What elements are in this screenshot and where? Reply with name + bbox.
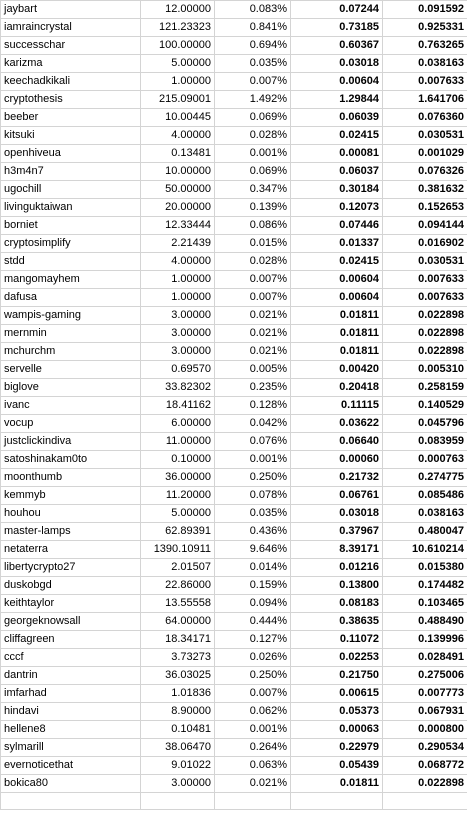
- cell-value-a[interactable]: 0.07446: [291, 217, 383, 235]
- table-row: [1, 271, 467, 289]
- cell-share[interactable]: 0.444%: [215, 613, 291, 631]
- cell-amount[interactable]: 50.00000: [141, 181, 215, 199]
- cell-amount[interactable]: 18.34171: [141, 631, 215, 649]
- cell-value-b[interactable]: 0.007633: [383, 271, 467, 289]
- cell-amount[interactable]: 5.00000: [141, 55, 215, 73]
- cell-value-b[interactable]: 0.480047: [383, 523, 467, 541]
- cell-value-b[interactable]: 0.083959: [383, 433, 467, 451]
- cell-account[interactable]: mchurchm: [1, 343, 141, 361]
- table-row: [1, 757, 467, 775]
- cell-account[interactable]: dantrin: [1, 667, 141, 685]
- table-row: [1, 127, 467, 145]
- cell-amount[interactable]: 2.01507: [141, 559, 215, 577]
- cell-value-b[interactable]: 0.274775: [383, 469, 467, 487]
- cell-account[interactable]: cliffagreen: [1, 631, 141, 649]
- cell-amount[interactable]: 3.00000: [141, 775, 215, 793]
- cell-share[interactable]: 0.028%: [215, 127, 291, 145]
- cell-value-b[interactable]: 0.038163: [383, 55, 467, 73]
- cell-account[interactable]: imfarhad: [1, 685, 141, 703]
- cell-value-a[interactable]: 0.01811: [291, 775, 383, 793]
- cell-value-b[interactable]: 0.258159: [383, 379, 467, 397]
- cell-amount[interactable]: 0.69570: [141, 361, 215, 379]
- cell-value-b[interactable]: 0.091592: [383, 1, 467, 19]
- cell-amount[interactable]: 11.00000: [141, 433, 215, 451]
- table-row: [1, 235, 467, 253]
- cell-account[interactable]: kemmyb: [1, 487, 141, 505]
- table-row: [1, 721, 467, 739]
- table-row: [1, 433, 467, 451]
- cell-amount[interactable]: 4.00000: [141, 253, 215, 271]
- cell-amount[interactable]: 9.01022: [141, 757, 215, 775]
- table-row: [1, 1, 467, 19]
- cell-share[interactable]: 9.646%: [215, 541, 291, 559]
- cell-amount[interactable]: 12.00000: [141, 1, 215, 19]
- cell-share[interactable]: 1.492%: [215, 91, 291, 109]
- cell-value-b[interactable]: 0.139996: [383, 631, 467, 649]
- cell-value-a[interactable]: 0.06640: [291, 433, 383, 451]
- cell-value-b[interactable]: 0.015380: [383, 559, 467, 577]
- cell-value-b[interactable]: 0.140529: [383, 397, 467, 415]
- cell-amount[interactable]: 10.00000: [141, 163, 215, 181]
- cell-value-b[interactable]: 0.488490: [383, 613, 467, 631]
- cell-value-a[interactable]: 0.12073: [291, 199, 383, 217]
- cell-amount[interactable]: 121.23323: [141, 19, 215, 37]
- cell-account[interactable]: stdd: [1, 253, 141, 271]
- cell-account[interactable]: borniet: [1, 217, 141, 235]
- cell-share[interactable]: 0.083%: [215, 1, 291, 19]
- cell-share[interactable]: 0.078%: [215, 487, 291, 505]
- table-row: [1, 541, 467, 559]
- cell-amount[interactable]: 10.00445: [141, 109, 215, 127]
- cell-amount[interactable]: 0.10481: [141, 721, 215, 739]
- cell-value-a[interactable]: 0.13800: [291, 577, 383, 595]
- cell-value-a[interactable]: 0.60367: [291, 37, 383, 55]
- cell-value-b[interactable]: 0.068772: [383, 757, 467, 775]
- cell-value-b[interactable]: 0.094144: [383, 217, 467, 235]
- table-row: [1, 181, 467, 199]
- cell-value-b[interactable]: 0.085486: [383, 487, 467, 505]
- cell-account[interactable]: houhou: [1, 505, 141, 523]
- cell-value-a[interactable]: 0.03018: [291, 55, 383, 73]
- cell-account[interactable]: libertycrypto27: [1, 559, 141, 577]
- cell-share[interactable]: 0.069%: [215, 163, 291, 181]
- cell-value-b[interactable]: 0.000763: [383, 451, 467, 469]
- table-row: [1, 703, 467, 721]
- cell-value-b[interactable]: 0.290534: [383, 739, 467, 757]
- cell-account[interactable]: moonthumb: [1, 469, 141, 487]
- cell-share[interactable]: 0.062%: [215, 703, 291, 721]
- table-row: [1, 631, 467, 649]
- cell-value-b[interactable]: 0.000800: [383, 721, 467, 739]
- cell-account[interactable]: biglove: [1, 379, 141, 397]
- cell-share[interactable]: [215, 793, 291, 810]
- table-row: [1, 577, 467, 595]
- table-row: [1, 199, 467, 217]
- cell-value-a[interactable]: 0.03622: [291, 415, 383, 433]
- cell-value-a[interactable]: 0.01337: [291, 235, 383, 253]
- cell-share[interactable]: 0.015%: [215, 235, 291, 253]
- table-row: [1, 163, 467, 181]
- cell-amount[interactable]: 2.21439: [141, 235, 215, 253]
- cell-value-a[interactable]: 0.02415: [291, 127, 383, 145]
- cell-value-b[interactable]: 0.067931: [383, 703, 467, 721]
- cell-value-a[interactable]: 0.07244: [291, 1, 383, 19]
- cell-value-a[interactable]: 0.02415: [291, 253, 383, 271]
- table-row: [1, 523, 467, 541]
- cell-share[interactable]: 0.014%: [215, 559, 291, 577]
- cell-value-b[interactable]: 0.022898: [383, 343, 467, 361]
- cell-value-a[interactable]: 0.06037: [291, 163, 383, 181]
- cell-share[interactable]: 0.007%: [215, 685, 291, 703]
- cell-share[interactable]: 0.026%: [215, 649, 291, 667]
- cell-amount[interactable]: 8.90000: [141, 703, 215, 721]
- cell-share[interactable]: 0.035%: [215, 55, 291, 73]
- cell-amount[interactable]: [141, 793, 215, 810]
- cell-amount[interactable]: 0.10000: [141, 451, 215, 469]
- cell-value-a[interactable]: 0.01811: [291, 343, 383, 361]
- cell-share[interactable]: 0.235%: [215, 379, 291, 397]
- cell-account[interactable]: servelle: [1, 361, 141, 379]
- table-row: [1, 649, 467, 667]
- cell-amount[interactable]: 22.86000: [141, 577, 215, 595]
- cell-account[interactable]: wampis-gaming: [1, 307, 141, 325]
- cell-share[interactable]: 0.028%: [215, 253, 291, 271]
- cell-value-b[interactable]: 0.005310: [383, 361, 467, 379]
- cell-share[interactable]: 0.250%: [215, 667, 291, 685]
- cell-value-b[interactable]: 0.381632: [383, 181, 467, 199]
- cell-share[interactable]: 0.127%: [215, 631, 291, 649]
- cell-account[interactable]: cccf: [1, 649, 141, 667]
- table-row: [1, 469, 467, 487]
- cell-value-b[interactable]: 0.001029: [383, 145, 467, 163]
- cell-amount[interactable]: 38.06470: [141, 739, 215, 757]
- cell-value-b[interactable]: 0.925331: [383, 19, 467, 37]
- cell-account[interactable]: dafusa: [1, 289, 141, 307]
- cell-value-a[interactable]: [291, 793, 383, 810]
- cell-account[interactable]: iamraincrystal: [1, 19, 141, 37]
- cell-value-a[interactable]: 0.30184: [291, 181, 383, 199]
- cell-value-a[interactable]: 0.00063: [291, 721, 383, 739]
- cell-account[interactable]: h3m4n7: [1, 163, 141, 181]
- cell-value-a[interactable]: 0.20418: [291, 379, 383, 397]
- cell-value-b[interactable]: 0.007773: [383, 685, 467, 703]
- cell-value-a[interactable]: 0.03018: [291, 505, 383, 523]
- table-row: [1, 325, 467, 343]
- cell-share[interactable]: 0.021%: [215, 343, 291, 361]
- cell-value-a[interactable]: 0.00060: [291, 451, 383, 469]
- table-row: [1, 37, 467, 55]
- cell-share[interactable]: 0.086%: [215, 217, 291, 235]
- cell-value-b[interactable]: 0.007633: [383, 289, 467, 307]
- cell-value-a[interactable]: 0.21732: [291, 469, 383, 487]
- cell-value-b[interactable]: 0.007633: [383, 73, 467, 91]
- cell-value-a[interactable]: 0.21750: [291, 667, 383, 685]
- cell-account[interactable]: karizma: [1, 55, 141, 73]
- cell-share[interactable]: 0.436%: [215, 523, 291, 541]
- cell-share[interactable]: 0.063%: [215, 757, 291, 775]
- cell-share[interactable]: 0.007%: [215, 271, 291, 289]
- cell-share[interactable]: 0.128%: [215, 397, 291, 415]
- cell-value-b[interactable]: 1.641706: [383, 91, 467, 109]
- cell-account[interactable]: bokica80: [1, 775, 141, 793]
- cell-value-a[interactable]: 0.22979: [291, 739, 383, 757]
- table-row: [1, 613, 467, 631]
- cell-value-a[interactable]: 0.06761: [291, 487, 383, 505]
- cell-share[interactable]: 0.841%: [215, 19, 291, 37]
- cell-value-a[interactable]: 0.00420: [291, 361, 383, 379]
- cell-value-a[interactable]: 0.11072: [291, 631, 383, 649]
- cell-value-a[interactable]: 0.11115: [291, 397, 383, 415]
- cell-amount[interactable]: 5.00000: [141, 505, 215, 523]
- cell-value-a[interactable]: 0.05373: [291, 703, 383, 721]
- cell-account[interactable]: netaterra: [1, 541, 141, 559]
- cell-account[interactable]: georgeknowsall: [1, 613, 141, 631]
- cell-share[interactable]: 0.264%: [215, 739, 291, 757]
- cell-value-b[interactable]: 0.038163: [383, 505, 467, 523]
- table-row: [1, 487, 467, 505]
- cell-amount[interactable]: 33.82302: [141, 379, 215, 397]
- cell-account[interactable]: mangomayhem: [1, 271, 141, 289]
- cell-value-a[interactable]: 0.05439: [291, 757, 383, 775]
- cell-value-b[interactable]: 0.030531: [383, 253, 467, 271]
- cell-value-b[interactable]: 0.174482: [383, 577, 467, 595]
- cell-account[interactable]: duskobgd: [1, 577, 141, 595]
- cell-amount[interactable]: 20.00000: [141, 199, 215, 217]
- cell-share[interactable]: 0.001%: [215, 145, 291, 163]
- cell-value-a[interactable]: 0.01811: [291, 307, 383, 325]
- cell-amount[interactable]: 3.00000: [141, 343, 215, 361]
- cell-amount[interactable]: 0.13481: [141, 145, 215, 163]
- cell-value-b[interactable]: 0.030531: [383, 127, 467, 145]
- cell-amount[interactable]: 13.55558: [141, 595, 215, 613]
- cell-share[interactable]: 0.094%: [215, 595, 291, 613]
- cell-share[interactable]: 0.035%: [215, 505, 291, 523]
- cell-share[interactable]: 0.007%: [215, 289, 291, 307]
- cell-amount[interactable]: 12.33444: [141, 217, 215, 235]
- cell-value-a[interactable]: 0.06039: [291, 109, 383, 127]
- cell-share[interactable]: 0.005%: [215, 361, 291, 379]
- cell-value-a[interactable]: 1.29844: [291, 91, 383, 109]
- table-row: [1, 559, 467, 577]
- cell-value-b[interactable]: [383, 793, 467, 810]
- cell-share[interactable]: 0.069%: [215, 109, 291, 127]
- cell-amount[interactable]: 4.00000: [141, 127, 215, 145]
- table-row: [1, 217, 467, 235]
- cell-amount[interactable]: 100.00000: [141, 37, 215, 55]
- cell-account[interactable]: hellene8: [1, 721, 141, 739]
- cell-account[interactable]: kitsuki: [1, 127, 141, 145]
- cell-value-a[interactable]: 0.37967: [291, 523, 383, 541]
- table-row: [1, 73, 467, 91]
- table-row: [1, 505, 467, 523]
- table-row: [1, 667, 467, 685]
- table-row: [1, 307, 467, 325]
- cell-value-b[interactable]: 0.103465: [383, 595, 467, 613]
- cell-account[interactable]: openhiveua: [1, 145, 141, 163]
- cell-account[interactable]: livinguktaiwan: [1, 199, 141, 217]
- cell-amount[interactable]: 36.03025: [141, 667, 215, 685]
- cell-value-b[interactable]: 0.022898: [383, 307, 467, 325]
- cell-share[interactable]: 0.076%: [215, 433, 291, 451]
- cell-value-b[interactable]: 0.076326: [383, 163, 467, 181]
- cell-value-a[interactable]: 8.39171: [291, 541, 383, 559]
- table-row: [1, 145, 467, 163]
- cell-share[interactable]: 0.139%: [215, 199, 291, 217]
- table-row: [1, 415, 467, 433]
- cell-amount[interactable]: 1.00000: [141, 289, 215, 307]
- cell-share[interactable]: 0.001%: [215, 451, 291, 469]
- table-row: [1, 109, 467, 127]
- table-row: [1, 55, 467, 73]
- cell-value-b[interactable]: 0.763265: [383, 37, 467, 55]
- cell-account[interactable]: ugochill: [1, 181, 141, 199]
- cell-account[interactable]: justclickindiva: [1, 433, 141, 451]
- cell-share[interactable]: 0.007%: [215, 73, 291, 91]
- cell-amount[interactable]: 1390.10911: [141, 541, 215, 559]
- table-row: [1, 775, 467, 793]
- cell-account[interactable]: successchar: [1, 37, 141, 55]
- table-row: [1, 253, 467, 271]
- cell-amount[interactable]: 62.89391: [141, 523, 215, 541]
- cell-amount[interactable]: 215.09001: [141, 91, 215, 109]
- cell-value-a[interactable]: 0.00615: [291, 685, 383, 703]
- cell-share[interactable]: 0.042%: [215, 415, 291, 433]
- table-row: [1, 397, 467, 415]
- cell-amount[interactable]: 18.41162: [141, 397, 215, 415]
- cell-account[interactable]: ivanc: [1, 397, 141, 415]
- cell-value-b[interactable]: 0.022898: [383, 775, 467, 793]
- cell-amount[interactable]: 36.00000: [141, 469, 215, 487]
- table-row: [1, 451, 467, 469]
- cell-value-a[interactable]: 0.08183: [291, 595, 383, 613]
- table-row: [1, 91, 467, 109]
- cell-value-b[interactable]: 0.022898: [383, 325, 467, 343]
- cell-share[interactable]: 0.021%: [215, 775, 291, 793]
- cell-value-b[interactable]: 0.152653: [383, 199, 467, 217]
- table-row: [1, 19, 467, 37]
- cell-account[interactable]: evernoticethat: [1, 757, 141, 775]
- table-row: [1, 685, 467, 703]
- cell-amount[interactable]: 6.00000: [141, 415, 215, 433]
- cell-account[interactable]: jaybart: [1, 1, 141, 19]
- cell-value-b[interactable]: 0.028491: [383, 649, 467, 667]
- cell-amount[interactable]: 1.00000: [141, 73, 215, 91]
- cell-share[interactable]: 0.694%: [215, 37, 291, 55]
- cell-value-a[interactable]: 0.00604: [291, 271, 383, 289]
- cell-value-a[interactable]: 0.38635: [291, 613, 383, 631]
- cell-amount[interactable]: 3.00000: [141, 307, 215, 325]
- table-row: [1, 379, 467, 397]
- cell-value-a[interactable]: 0.73185: [291, 19, 383, 37]
- cell-account[interactable]: hindavi: [1, 703, 141, 721]
- cell-account[interactable]: cryptosimplify: [1, 235, 141, 253]
- cell-amount[interactable]: 3.73273: [141, 649, 215, 667]
- table-row: [1, 289, 467, 307]
- cell-amount[interactable]: 3.00000: [141, 325, 215, 343]
- table-body: [1, 1, 467, 810]
- cell-account[interactable]: sylmarill: [1, 739, 141, 757]
- cell-account[interactable]: master-lamps: [1, 523, 141, 541]
- cell-share[interactable]: 0.021%: [215, 325, 291, 343]
- cell-amount[interactable]: 1.00000: [141, 271, 215, 289]
- table-row: [1, 343, 467, 361]
- cell-value-a[interactable]: 0.02253: [291, 649, 383, 667]
- table-row: [1, 793, 467, 810]
- cell-account[interactable]: [1, 793, 141, 810]
- cell-amount[interactable]: 1.01836: [141, 685, 215, 703]
- cell-account[interactable]: cryptothesis: [1, 91, 141, 109]
- cell-value-a[interactable]: 0.00604: [291, 289, 383, 307]
- cell-amount[interactable]: 64.00000: [141, 613, 215, 631]
- cell-share[interactable]: 0.001%: [215, 721, 291, 739]
- table-row: [1, 739, 467, 757]
- cell-account[interactable]: satoshinakam0to: [1, 451, 141, 469]
- cell-value-b[interactable]: 0.076360: [383, 109, 467, 127]
- cell-account[interactable]: mernmin: [1, 325, 141, 343]
- cell-value-a[interactable]: 0.01216: [291, 559, 383, 577]
- cell-value-b[interactable]: 10.610214: [383, 541, 467, 559]
- cell-account[interactable]: beeber: [1, 109, 141, 127]
- cell-value-b[interactable]: 0.045796: [383, 415, 467, 433]
- cell-value-b[interactable]: 0.016902: [383, 235, 467, 253]
- cell-account[interactable]: keechadkikali: [1, 73, 141, 91]
- cell-value-a[interactable]: 0.01811: [291, 325, 383, 343]
- cell-value-a[interactable]: 0.00081: [291, 145, 383, 163]
- cell-value-b[interactable]: 0.275006: [383, 667, 467, 685]
- cell-account[interactable]: vocup: [1, 415, 141, 433]
- cell-share[interactable]: 0.021%: [215, 307, 291, 325]
- table-row: [1, 361, 467, 379]
- cell-account[interactable]: keithtaylor: [1, 595, 141, 613]
- cell-share[interactable]: 0.159%: [215, 577, 291, 595]
- cell-amount[interactable]: 11.20000: [141, 487, 215, 505]
- cell-share[interactable]: 0.347%: [215, 181, 291, 199]
- table-row: [1, 595, 467, 613]
- cell-share[interactable]: 0.250%: [215, 469, 291, 487]
- cell-value-a[interactable]: 0.00604: [291, 73, 383, 91]
